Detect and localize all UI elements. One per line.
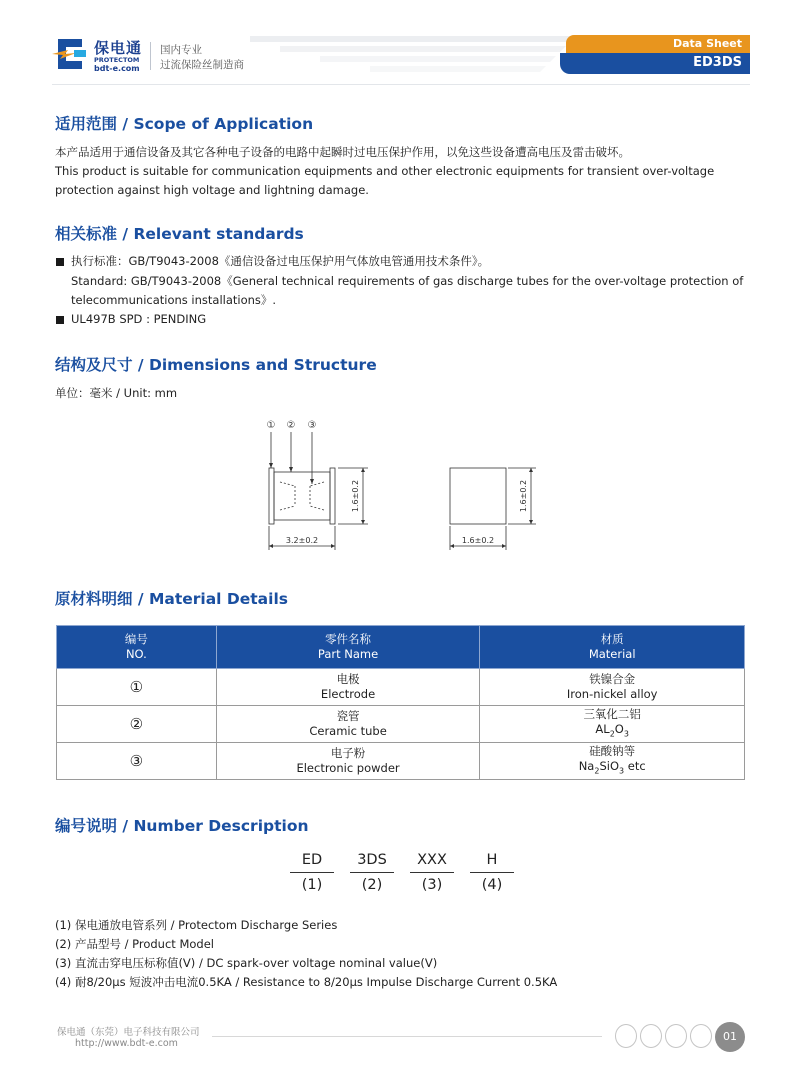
page-number: 01 [715,1022,745,1052]
certification-mark-icon [690,1024,712,1048]
header-part-name: 零件名称 Part Name [216,626,480,669]
electrode-right [330,468,335,524]
code-index-1: (1) [301,877,323,893]
row-part: 电子粉 Electronic powder [216,743,480,780]
footer-rule [212,1036,602,1037]
standard-item-2: UL497B SPD : PENDING [71,312,207,326]
doc-type-label: Data Sheet [673,37,742,50]
footer-url[interactable]: http://www.bdt-e.com [75,1038,178,1049]
certification-mark-icon [615,1024,637,1048]
table-row [57,743,745,780]
bullet-marker [56,316,64,324]
code-part-3: XXX [417,852,447,868]
header-no: 编号 NO. [57,626,217,669]
end-width-label: 1.6±0.2 [461,536,495,545]
section-title-standards: 相关标准 / Relevant standards [55,225,304,243]
side-height-label: 1.6±0.2 [351,479,360,513]
row-material: 三氧化二铝 $AL_2O_3$ [480,706,745,743]
section-title-number-desc: 编号说明 / Number Description [55,817,309,835]
dimension-drawing [250,414,550,554]
inner-structure [280,482,324,510]
header-material: 材质 Material [480,626,745,669]
number-desc-item-4: (4) 耐8/20μs 短波冲击电流0.5KA / Resistance to 8/20μs Impulse Discharge Current 0.5KA [55,975,558,989]
row-part: 电极 Electrode [216,669,480,706]
section-title-dimensions: 结构及尺寸 / Dimensions and Structure [55,356,377,374]
footer-company: 保电通（东莞）电子科技有限公司 [57,1027,200,1038]
table-row [57,706,745,743]
row-part: 瓷管 Ceramic tube [216,706,480,743]
code-index-4: (4) [481,877,503,893]
header-decorative-stripes [250,34,580,74]
row-no: ③ [57,743,217,780]
standard-item-1-cn: 执行标准：GB/T9043-2008《通信设备过电压保护用气体放电管通用技术条件》。 [71,254,490,268]
tagline-line-2: 过流保险丝制造商 [160,59,244,71]
code-part-4: H [486,852,498,868]
end-height-label: 1.6±0.2 [519,479,528,513]
code-part-2: 3DS [357,852,387,868]
row-no: ① [57,669,217,706]
scope-text-cn: 本产品适用于通信设备及其它各种电子设备的电路中起瞬时过电压保护作用，以免这些设备遭高电压及雷击破坏。 [55,145,630,159]
number-desc-item-3: (3) 直流击穿电压标称值(V) / DC spark-over voltage nominal value(V) [55,956,438,970]
dimension-unit: 单位：毫米 / Unit: mm [55,386,178,400]
electrode-left [269,468,274,524]
code-underline [470,872,514,873]
code-underline [350,872,394,873]
model-label: ED3DS [693,55,742,70]
bullet-marker [56,258,64,266]
code-index-2: (2) [361,877,383,893]
row-material: 硅酸钠等 $Na_2SiO_3$ etc [480,743,745,780]
callout-2: ② [286,420,296,431]
code-index-3: (3) [421,877,443,893]
table-header-row [57,626,745,669]
number-desc-item-2: (2) 产品型号 / Product Model [55,937,214,951]
protectom-logo-icon [52,36,88,72]
callout-3: ③ [307,420,317,431]
scope-text-en-2: protection against high voltage and lightning damage. [55,183,369,197]
table-row [57,669,745,706]
section-title-materials: 原材料明细 / Material Details [55,590,288,608]
number-desc-item-1: (1) 保电通放电管系列 / Protectom Discharge Series [55,918,338,932]
callout-1: ① [266,420,276,431]
standard-item-1-en-2: telecommunications installations》. [71,293,277,307]
certification-mark-icon [665,1024,687,1048]
header-rule [52,84,750,85]
code-underline [410,872,454,873]
standard-item-1-en-1: Standard: GB/T9043-2008《General technical requirements of gas discharge tubes for the over-voltage protection of [71,274,744,288]
ceramic-tube [274,472,330,520]
section-title-scope: 适用范围 / Scope of Application [55,115,314,133]
code-underline [290,872,334,873]
row-material: 铁镍合金 Iron-nickel alloy [480,669,745,706]
brand-name-cn: 保电通 [94,39,143,57]
brand-name-en: PROTECTOM [94,56,140,64]
side-length-label: 3.2±0.2 [285,536,319,545]
code-part-1: ED [301,852,323,868]
end-view-body [450,468,506,524]
material-table [56,625,745,780]
row-no: ② [57,706,217,743]
header-divider [150,42,151,70]
scope-text-en-1: This product is suitable for communication equipments and other electronic equipments for transient over-voltage [55,164,715,178]
certification-mark-icon [640,1024,662,1048]
brand-website: bdt-e.com [94,64,140,73]
tagline-line-1: 国内专业 [160,44,202,56]
